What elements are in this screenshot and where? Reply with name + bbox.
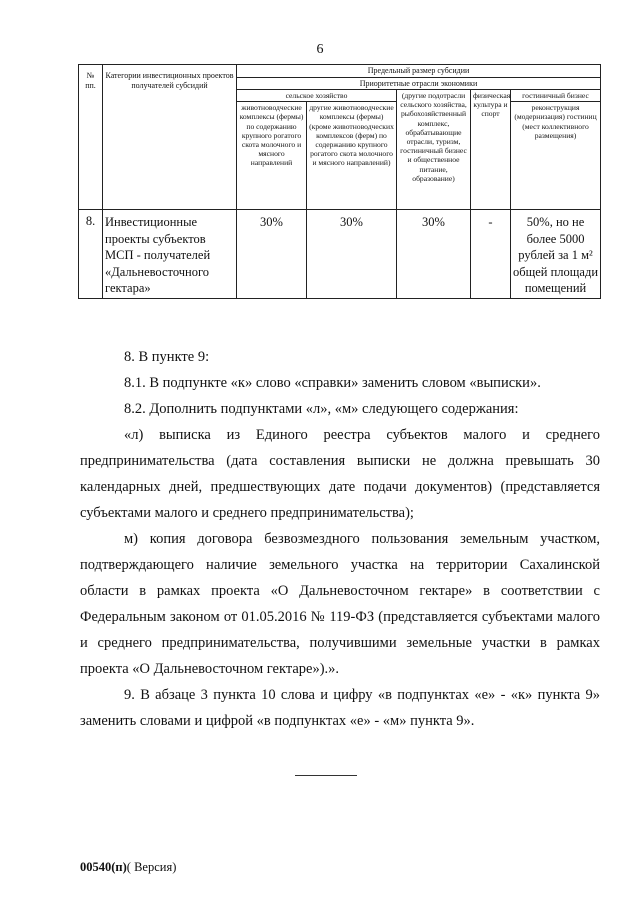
- paragraph-item-8-1: 8.1. В подпункте «к» слово «справки» заменить словом «выписки».: [124, 375, 541, 391]
- row-category: Инвестиционные проекты субъектов МСП - получателей «Дальневосточного гектара»: [103, 210, 237, 299]
- document-code: [80, 860, 176, 875]
- row-value-other-livestock: 30%: [307, 210, 397, 299]
- header-hotel-reconstruction: реконструкция (модернизация) гостиниц (мест коллективного размещения): [511, 102, 601, 210]
- header-other-sectors: (другие подотрасли сельского хозяйства, рыбохозяйственный комплекс, обрабатывающие отрасли, туризм, гостиничный бизнес и общественное питание, образование): [397, 90, 471, 210]
- header-hotel: гостиничный бизнес: [511, 90, 601, 102]
- paragraph-subitem-m: м) копия договора безвозмездного пользования земельным участком, подтверждающего наличие земельного участка на территории Сахалинской области в рамках проекта «О Дальневосточном гектаре» в соответствии с Федеральным законом от 01.05.2016 № 119-ФЗ (представляется субъектами малого и среднего предпринимательства, получившими земельные участки в рамках проекта «О Дальневосточном гектаре»).».: [80, 531, 600, 677]
- page-number: 6: [316, 42, 324, 57]
- subsidy-table: [78, 64, 601, 299]
- row-value-livestock: 30%: [237, 210, 307, 299]
- header-agri-livestock: животноводческие комплексы (фермы) по содержанию крупного рогатого скота молочного и мясного направлений: [237, 102, 307, 210]
- document-body: [80, 344, 600, 734]
- row-value-other-sectors: 30%: [397, 210, 471, 299]
- header-agriculture: сельское хозяйство: [237, 90, 397, 102]
- row-number: 8.: [79, 210, 103, 299]
- table-row: [79, 210, 601, 299]
- header-num: № пп.: [79, 65, 103, 210]
- header-priority-sectors: Приоритетные отрасли экономики: [237, 77, 601, 90]
- paragraph-item-9: 9. В абзаце 3 пункта 10 слова и цифру «в подпунктах «е» - «к» пункта 9» заменить словами и цифрой «в подпунктах «е» - «м» пункта 9».: [80, 687, 600, 729]
- header-category: Категории инвестиционных проектов получателей субсидий: [103, 65, 237, 210]
- header-sport: физическая культура и спорт: [471, 90, 511, 210]
- header-max-subsidy: Предельный размер субсидии: [237, 65, 601, 78]
- paragraph-subitem-l: «л) выписка из Единого реестра субъектов малого и среднего предпринимательства (дата составления выписки не должна превышать 30 календарных дней, предшествующих дате подачи документов) (представляется субъектами малого и среднего предпринимательства);: [80, 427, 600, 521]
- row-value-hotel: 50%, но не более 5000 рублей за 1 м² общей площади помещений: [511, 210, 601, 299]
- document-version: ( Версия): [126, 860, 177, 874]
- separator-line: [295, 775, 357, 776]
- header-agri-other: другие животноводческие комплексы (фермы) (кроме животноводческих комплексов (ферм) по содержанию крупного рогатого скота молочного и мясного направлений): [307, 102, 397, 210]
- paragraph-item-8: 8. В пункте 9:: [124, 349, 210, 365]
- row-value-sport: -: [471, 210, 511, 299]
- paragraph-item-8-2: 8.2. Дополнить подпунктами «л», «м» следующего содержания:: [124, 401, 519, 417]
- document-code-number: 00540(п): [80, 860, 127, 874]
